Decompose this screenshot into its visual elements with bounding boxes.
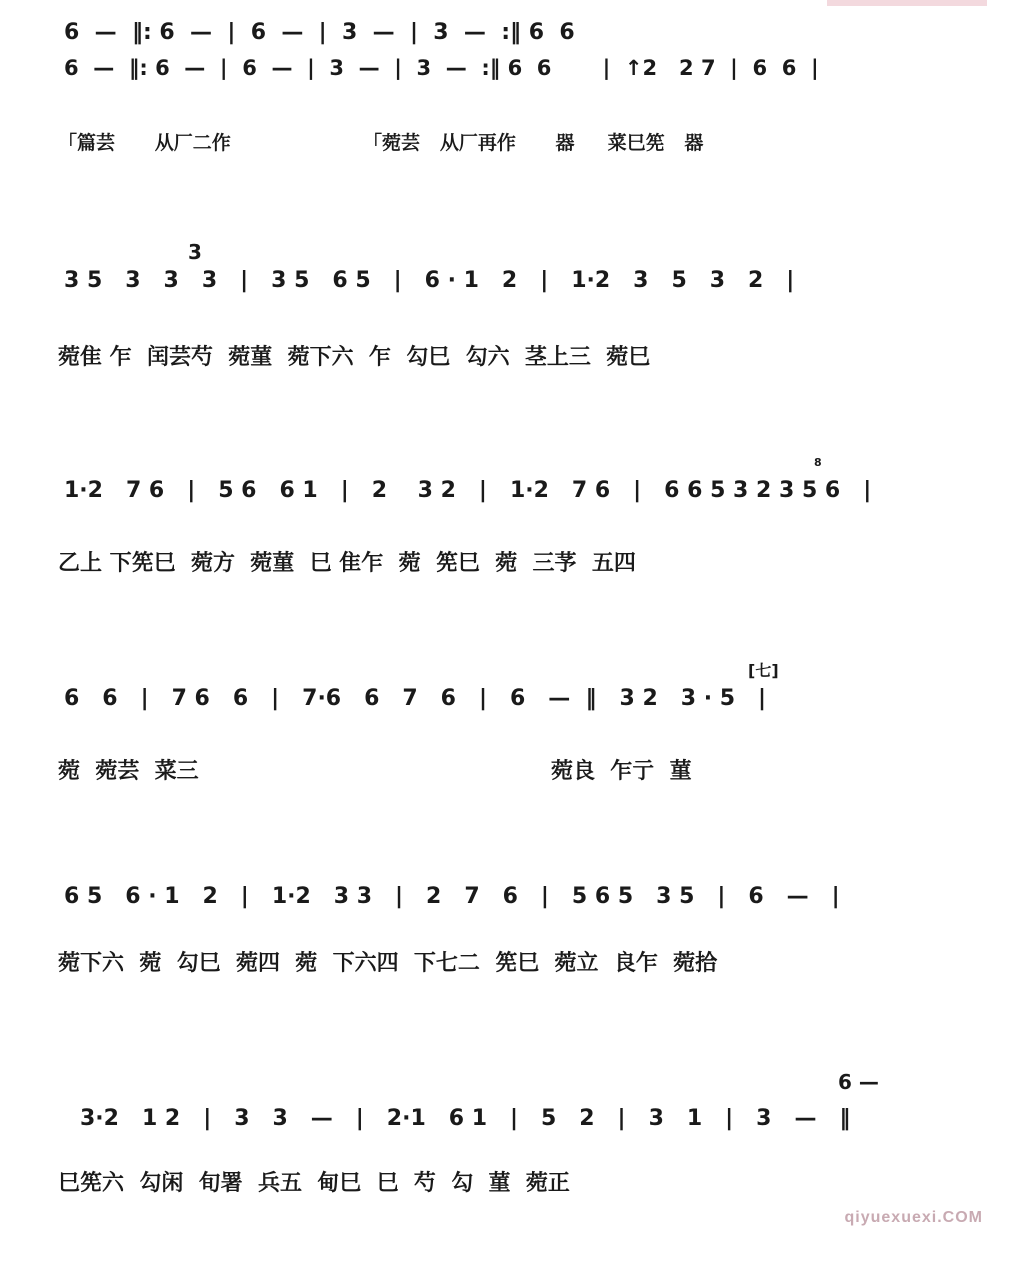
tablature-line: 乙上 下筅巳 菀方 菀菫 巳 隹乍 菀 筅巳 菀 三芧 五四 [58, 550, 636, 576]
notation-line: 6 6 | 7 6 6 | 7·6 6 7 6 | 6 — ‖ 3 2 3 · 5 | [64, 686, 767, 711]
notation-line: 3 5 3 3 3 | 3 5 6 5 | 6 · 1 2 | 1·2 3 5 3 2 | [64, 268, 795, 293]
notation-line: 6 5 6 · 1 2 | 1·2 3 3 | 2 7 6 | 5 6 5 3 5 | 6 — | [64, 884, 840, 909]
tablature-line: 菀下六 菀 勾巳 菀四 菀 下六四 下七二 筅巳 菀立 良乍 菀拾 [58, 950, 718, 976]
top-edge-bar [827, 0, 987, 6]
tablature-line: 巳筅六 勾闲 旬署 兵五 甸巳 巳 芍 勾 菫 菀正 [58, 1170, 570, 1196]
section-marker: [七] [748, 661, 779, 680]
stacked-note-marker: 3 [188, 240, 202, 264]
notation-line: 1·2 7 6 | 5 6 6 1 | 2 3 2 | 1·2 7 6 | 6 6 5 3 2 3 5 6 | [64, 478, 872, 503]
fingering-marker: 8 [814, 456, 822, 469]
tablature-line: 菀隹 乍 闰芸芍 菀菫 菀下六 乍 勾巳 勾六 茎上三 菀巳 [58, 344, 651, 370]
tablature-line: 菀 菀芸 菜三 菀良 乍亍 菫 [58, 758, 692, 784]
notation-line-2: 6 — ‖: 6 — | 6 — | 3 — | 3 — :‖ 6 6 | ↑2 2 7 | 6 6 | [64, 56, 819, 80]
notation-line: 6 — ‖: 6 — | 6 — | 3 — | 3 — :‖ 6 6 [64, 20, 575, 45]
site-watermark: qiyuexuexi.COM [844, 1209, 983, 1226]
stacked-note-marker: 6 — [838, 1070, 879, 1094]
tablature-line: 「篇芸 从厂二作 「菀芸 从厂再作 器 菜巳筅 器 [58, 132, 704, 154]
notation-line: 3·2 1 2 | 3 3 — | 2·1 6 1 | 5 2 | 3 1 | 3 — ‖ [80, 1106, 851, 1131]
